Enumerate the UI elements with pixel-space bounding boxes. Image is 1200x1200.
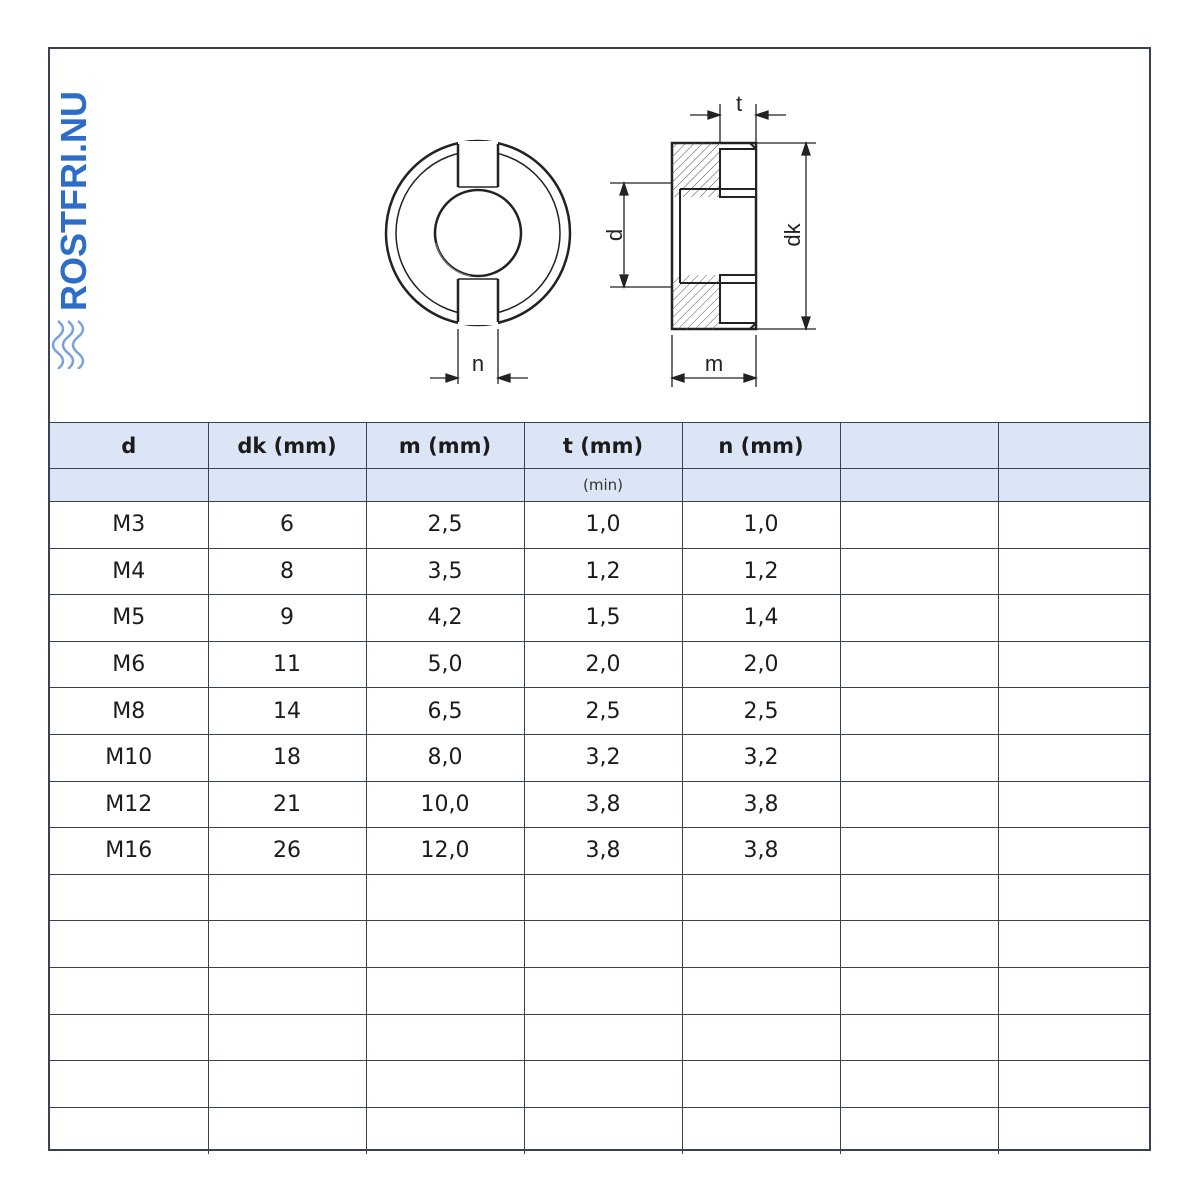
spec-sheet-frame bbox=[48, 47, 1151, 1151]
table-cell bbox=[208, 921, 366, 968]
table-cell bbox=[998, 1107, 1149, 1154]
table-cell: 8 bbox=[208, 548, 366, 595]
table-cell bbox=[998, 734, 1149, 781]
table-cell bbox=[840, 967, 998, 1014]
table-cell bbox=[840, 502, 998, 549]
table-cell bbox=[840, 595, 998, 642]
table-cell bbox=[840, 1061, 998, 1108]
table-cell bbox=[682, 1107, 840, 1154]
table-cell bbox=[524, 1061, 682, 1108]
column-header: t (mm) bbox=[524, 423, 682, 469]
table-cell: M5 bbox=[50, 595, 208, 642]
table-cell bbox=[682, 921, 840, 968]
dimension-n-label: n bbox=[471, 351, 485, 376]
table-cell bbox=[366, 1107, 524, 1154]
table-subheader-row bbox=[50, 469, 1149, 502]
table-cell bbox=[840, 828, 998, 875]
table-cell bbox=[50, 1061, 208, 1108]
dimension-d-label: d bbox=[601, 228, 627, 242]
table-cell bbox=[998, 967, 1149, 1014]
table-row bbox=[50, 548, 1149, 595]
table-cell bbox=[50, 921, 208, 968]
brand-logo bbox=[50, 49, 100, 369]
table-cell: 1,4 bbox=[682, 595, 840, 642]
table-cell bbox=[208, 1014, 366, 1061]
table-cell: 2,5 bbox=[524, 688, 682, 735]
table-cell: M3 bbox=[50, 502, 208, 549]
table-cell bbox=[50, 1107, 208, 1154]
table-cell bbox=[998, 921, 1149, 968]
table-cell: 5,0 bbox=[366, 641, 524, 688]
column-header: dk (mm) bbox=[208, 423, 366, 469]
table-cell bbox=[998, 548, 1149, 595]
table-cell: 2,0 bbox=[524, 641, 682, 688]
table-row bbox=[50, 688, 1149, 735]
table-cell bbox=[998, 828, 1149, 875]
table-cell: M12 bbox=[50, 781, 208, 828]
table-cell bbox=[366, 1014, 524, 1061]
table-cell bbox=[998, 781, 1149, 828]
table-cell bbox=[840, 781, 998, 828]
table-cell bbox=[998, 1061, 1149, 1108]
table-cell bbox=[998, 874, 1149, 921]
table-cell: 21 bbox=[208, 781, 366, 828]
table-row bbox=[50, 1061, 1149, 1108]
table-cell bbox=[366, 967, 524, 1014]
table-cell: 3,5 bbox=[366, 548, 524, 595]
column-subheader bbox=[50, 469, 208, 502]
table-cell: 1,0 bbox=[682, 502, 840, 549]
table-cell: 6,5 bbox=[366, 688, 524, 735]
table-cell bbox=[840, 1014, 998, 1061]
table-cell: 3,8 bbox=[682, 828, 840, 875]
table-row bbox=[50, 595, 1149, 642]
dimension-dk-label: dk bbox=[779, 223, 805, 247]
column-subheader bbox=[682, 469, 840, 502]
table-cell: 1,2 bbox=[682, 548, 840, 595]
column-subheader: (min) bbox=[524, 469, 682, 502]
table-header-row bbox=[50, 423, 1149, 469]
table-cell bbox=[524, 1014, 682, 1061]
table-cell bbox=[50, 874, 208, 921]
table-cell: 1,2 bbox=[524, 548, 682, 595]
table-cell bbox=[840, 921, 998, 968]
table-cell bbox=[524, 1107, 682, 1154]
table-cell bbox=[366, 1061, 524, 1108]
table-cell bbox=[998, 1014, 1149, 1061]
table-row bbox=[50, 1014, 1149, 1061]
table-cell bbox=[998, 502, 1149, 549]
table-cell bbox=[840, 641, 998, 688]
table-cell bbox=[840, 734, 998, 781]
table-cell: 12,0 bbox=[366, 828, 524, 875]
column-subheader bbox=[208, 469, 366, 502]
table-cell: 3,2 bbox=[524, 734, 682, 781]
table-cell bbox=[524, 967, 682, 1014]
table-row bbox=[50, 828, 1149, 875]
table-cell bbox=[524, 874, 682, 921]
table-cell: 2,0 bbox=[682, 641, 840, 688]
table-row bbox=[50, 921, 1149, 968]
table-body bbox=[50, 502, 1149, 1154]
table-cell bbox=[998, 688, 1149, 735]
table-cell: 8,0 bbox=[366, 734, 524, 781]
table-cell bbox=[840, 548, 998, 595]
table-cell: 18 bbox=[208, 734, 366, 781]
front-view bbox=[386, 141, 570, 325]
table-cell: 3,8 bbox=[524, 828, 682, 875]
table-cell bbox=[998, 641, 1149, 688]
column-header: m (mm) bbox=[366, 423, 524, 469]
table-row bbox=[50, 1107, 1149, 1154]
table-cell bbox=[50, 1014, 208, 1061]
table-cell bbox=[682, 874, 840, 921]
table-cell bbox=[840, 874, 998, 921]
table-cell: M16 bbox=[50, 828, 208, 875]
table-row bbox=[50, 502, 1149, 549]
dimension-m-label: m bbox=[704, 351, 724, 376]
table-cell bbox=[366, 921, 524, 968]
table-row bbox=[50, 641, 1149, 688]
table-cell bbox=[524, 921, 682, 968]
table-cell: 26 bbox=[208, 828, 366, 875]
table-cell bbox=[840, 688, 998, 735]
nut-drawing-svg bbox=[50, 49, 1149, 422]
table-cell: 3,8 bbox=[682, 781, 840, 828]
table-cell: M6 bbox=[50, 641, 208, 688]
table-cell bbox=[50, 967, 208, 1014]
table-cell: 10,0 bbox=[366, 781, 524, 828]
column-header bbox=[840, 423, 998, 469]
table-cell: 9 bbox=[208, 595, 366, 642]
table-row bbox=[50, 874, 1149, 921]
table-row bbox=[50, 781, 1149, 828]
table-cell bbox=[840, 1107, 998, 1154]
column-header: d bbox=[50, 423, 208, 469]
dimension-table bbox=[50, 422, 1149, 1154]
table-cell bbox=[208, 1061, 366, 1108]
table-cell: 4,2 bbox=[366, 595, 524, 642]
table-cell: 14 bbox=[208, 688, 366, 735]
table-cell bbox=[208, 967, 366, 1014]
table-cell bbox=[998, 595, 1149, 642]
column-subheader bbox=[840, 469, 998, 502]
column-header: n (mm) bbox=[682, 423, 840, 469]
table-cell: M8 bbox=[50, 688, 208, 735]
table-cell: 6 bbox=[208, 502, 366, 549]
table-cell: 11 bbox=[208, 641, 366, 688]
brand-logo-text: ROSTFRI.NU bbox=[53, 91, 94, 311]
column-subheader bbox=[366, 469, 524, 502]
table-cell bbox=[682, 1014, 840, 1061]
column-header bbox=[998, 423, 1149, 469]
table-row bbox=[50, 734, 1149, 781]
table-cell: 1,5 bbox=[524, 595, 682, 642]
side-view bbox=[672, 143, 756, 329]
table-cell: 2,5 bbox=[366, 502, 524, 549]
table-cell bbox=[208, 1107, 366, 1154]
table-cell: 3,8 bbox=[524, 781, 682, 828]
table-cell bbox=[682, 1061, 840, 1108]
table-cell: 2,5 bbox=[682, 688, 840, 735]
dimension-t-label: t bbox=[735, 91, 743, 116]
table-cell bbox=[366, 874, 524, 921]
technical-drawing bbox=[50, 49, 1149, 422]
table-row bbox=[50, 967, 1149, 1014]
column-subheader bbox=[998, 469, 1149, 502]
table-cell: 3,2 bbox=[682, 734, 840, 781]
wave-icon bbox=[53, 321, 83, 369]
table-cell bbox=[682, 967, 840, 1014]
table-cell: M10 bbox=[50, 734, 208, 781]
table-cell: 1,0 bbox=[524, 502, 682, 549]
table-cell bbox=[208, 874, 366, 921]
table-cell: M4 bbox=[50, 548, 208, 595]
